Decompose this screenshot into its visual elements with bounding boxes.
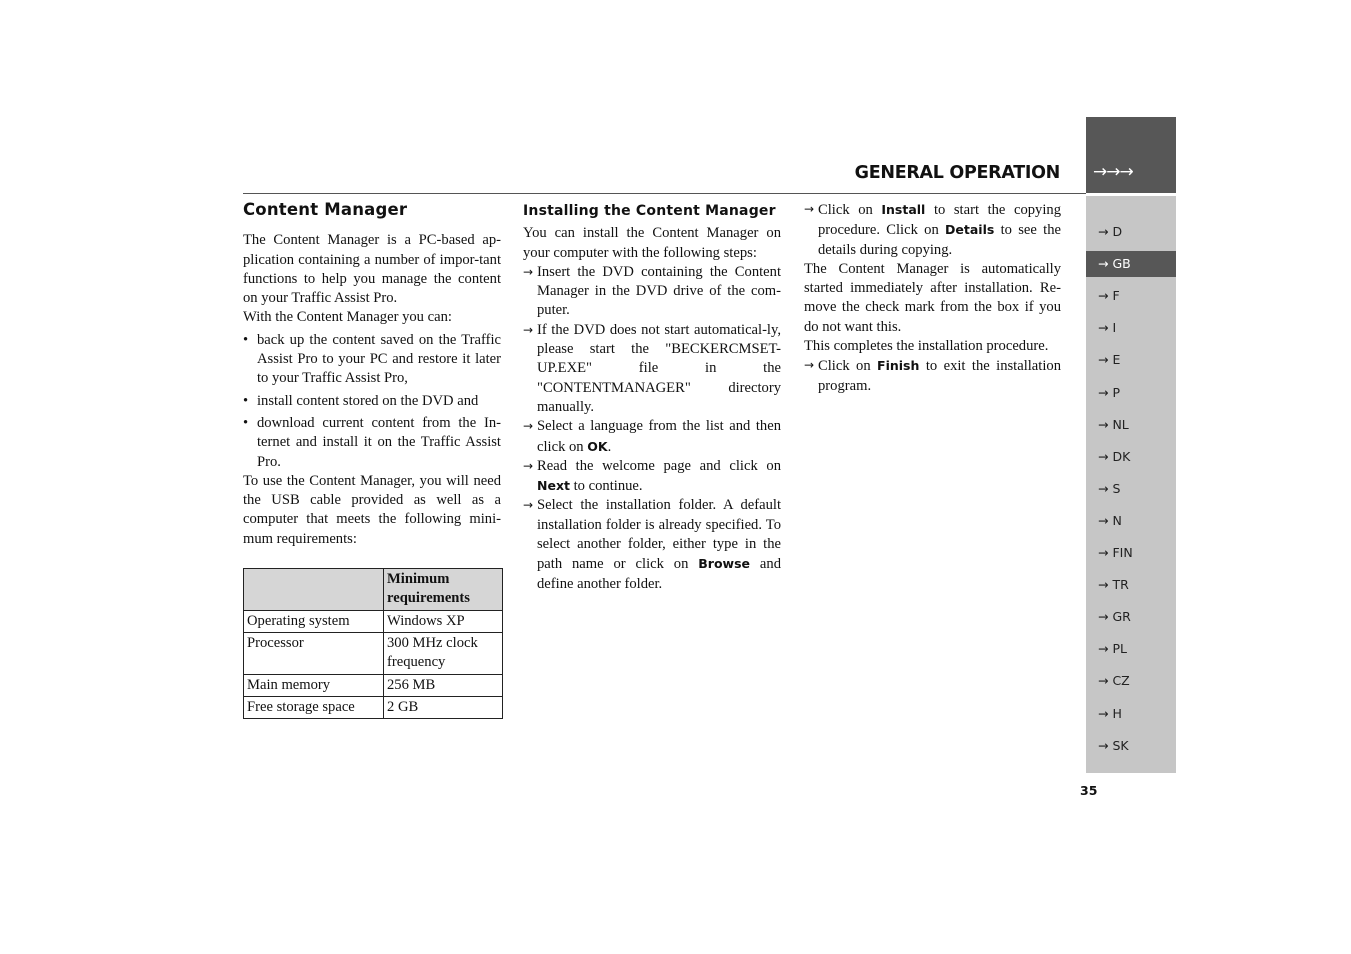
intro-paragraph: You can install the Content Manager on your computer with the following steps:: [523, 225, 781, 261]
language-tab-label: → P: [1098, 385, 1120, 400]
language-tab-label: → DK: [1098, 449, 1131, 464]
requirements-table: [243, 568, 503, 719]
arrow-icon: →: [523, 322, 534, 337]
section-heading: Content Manager: [243, 200, 408, 219]
lead-paragraph: With the Content Manager you can:: [243, 309, 452, 326]
step-text-end: .: [607, 438, 612, 455]
arrow-icon: →: [523, 458, 534, 473]
table-cell: 2 GB: [384, 696, 503, 718]
step-item: [523, 263, 781, 321]
table-row: [244, 696, 503, 718]
step-item: [804, 200, 1061, 260]
page-number: 35: [1080, 783, 1098, 798]
language-tab-pl[interactable]: [1086, 636, 1176, 662]
language-tab-label: → SK: [1098, 738, 1129, 753]
step-text-mid: to start the copying procedure. Click on: [818, 202, 1061, 239]
language-tab-label: → H: [1098, 706, 1122, 721]
language-tab-label: → CZ: [1098, 673, 1130, 688]
language-tab-s[interactable]: [1086, 476, 1176, 502]
step-item: [523, 321, 781, 417]
language-tab-nl[interactable]: [1086, 412, 1176, 438]
table-header-cell: Minimum requirements: [384, 569, 503, 611]
language-tab-dk[interactable]: [1086, 444, 1176, 470]
table-cell: 256 MB: [384, 674, 503, 696]
language-tab-label: → PL: [1098, 641, 1127, 656]
language-tab-gr[interactable]: [1086, 604, 1176, 630]
column-installing-continued: [804, 200, 1061, 396]
language-tab-label: → GB: [1098, 256, 1131, 271]
arrow-icon: →: [804, 202, 815, 216]
table-row: [244, 674, 503, 696]
language-tab-label: → I: [1098, 320, 1117, 335]
table-cell: Free storage space: [244, 696, 384, 718]
keyword-install: Install: [881, 202, 926, 217]
language-tab-label: → F: [1098, 288, 1120, 303]
language-tab-p[interactable]: [1086, 380, 1176, 406]
step-item: [523, 457, 781, 497]
table-cell: Operating system: [244, 610, 384, 632]
step-text-end: to see the details during copying.: [818, 222, 1061, 258]
intro-paragraph: The Content Manager is a PC-based ap-plication containing a number of impor-tant functions to help you manage the content on your Traffic Assist Pro.: [243, 232, 501, 307]
language-tab-fin[interactable]: [1086, 540, 1176, 566]
table-row: [244, 632, 503, 674]
step-text-end: to continue.: [569, 478, 643, 495]
language-tab-gb[interactable]: [1086, 251, 1176, 277]
step-item: [804, 356, 1061, 396]
language-tab-f[interactable]: [1086, 283, 1176, 309]
language-tab-h[interactable]: [1086, 701, 1176, 727]
table-cell: Processor: [244, 632, 384, 674]
list-item: • install content stored on the DVD and: [243, 392, 501, 411]
step-item: [523, 496, 781, 593]
column-installing: [523, 200, 781, 594]
table-cell: 300 MHz clock frequency: [384, 632, 503, 674]
table-header-row: [244, 569, 503, 611]
table-row: [244, 610, 503, 632]
language-tab-cz[interactable]: [1086, 668, 1176, 694]
table-header-cell: [244, 569, 384, 611]
step-text: Select the installation folder. A default installation folder is already specified. To select another folder, either type in the path name or click on: [537, 497, 781, 573]
table-cell: Windows XP: [384, 610, 503, 632]
step-text-end: and define another folder.: [537, 556, 781, 592]
arrow-icon: →: [523, 419, 534, 434]
language-tab-label: → N: [1098, 513, 1122, 528]
language-tab-label: → NL: [1098, 417, 1129, 432]
step-item: [523, 417, 781, 457]
step-text: Click on: [818, 358, 878, 375]
step-text: Select a language from the list and then click on: [537, 418, 781, 455]
step-text: Click on: [818, 202, 882, 218]
language-tab-tr[interactable]: [1086, 572, 1176, 598]
language-tab-label: → GR: [1098, 609, 1131, 624]
arrow-icon: →: [523, 264, 534, 279]
step-text: Insert the DVD containing the Content Manager in the DVD drive of the com-puter.: [537, 263, 781, 319]
language-tab-sk[interactable]: [1086, 733, 1176, 759]
language-tab-label: → TR: [1098, 577, 1129, 592]
language-tab-i[interactable]: [1086, 315, 1176, 341]
language-tab-label: → FIN: [1098, 545, 1133, 560]
column-content-manager: [243, 200, 501, 719]
language-tab-n[interactable]: [1086, 508, 1176, 534]
paragraph: The Content Manager is automatically started immediately after installation. Re-move the check mark from the box if you do not want this.: [804, 260, 1061, 335]
arrow-icon: →: [523, 498, 534, 513]
table-cell: Main memory: [244, 674, 384, 696]
page-header-title: GENERAL OPERATION: [854, 163, 1060, 183]
list-item: • back up the content saved on the Traffic Assist Pro to your PC and restore it later to your Traffic Assist Pro,: [243, 331, 501, 389]
keyword-details: Details: [945, 222, 995, 238]
keyword-browse: Browse: [698, 556, 751, 572]
keyword-ok: OK: [587, 438, 608, 454]
paragraph: This completes the installation procedure.: [804, 338, 1049, 355]
keyword-next: Next: [537, 478, 570, 494]
language-tab-label: → E: [1098, 352, 1121, 367]
step-text-end: to exit the installation program.: [818, 358, 1061, 394]
language-tab-label: → S: [1098, 481, 1121, 496]
tab-arrows-icon: →→→: [1093, 162, 1133, 182]
step-text: If the DVD does not start automatical-ly, please start the "BECKERCMSET-UP.EXE" file in the "CONTENTMANAGER" directory manually.: [537, 321, 781, 415]
header-divider: [243, 193, 1086, 194]
language-tab-label: → D: [1098, 224, 1123, 239]
language-tab-d[interactable]: [1086, 219, 1176, 245]
arrow-icon: →: [804, 358, 815, 373]
outro-paragraph: To use the Content Manager, you will need the USB cable provided as well as a computer that meets the following mini-mum requirements:: [243, 472, 501, 547]
subsection-heading: Installing the Content Manager: [523, 203, 776, 219]
step-text: Read the welcome page and click on: [537, 457, 781, 474]
language-tab-e[interactable]: [1086, 347, 1176, 373]
keyword-finish: Finish: [877, 358, 920, 374]
list-item: • download current content from the In-ternet and install it on the Traffic Assist Pro.: [243, 414, 501, 472]
